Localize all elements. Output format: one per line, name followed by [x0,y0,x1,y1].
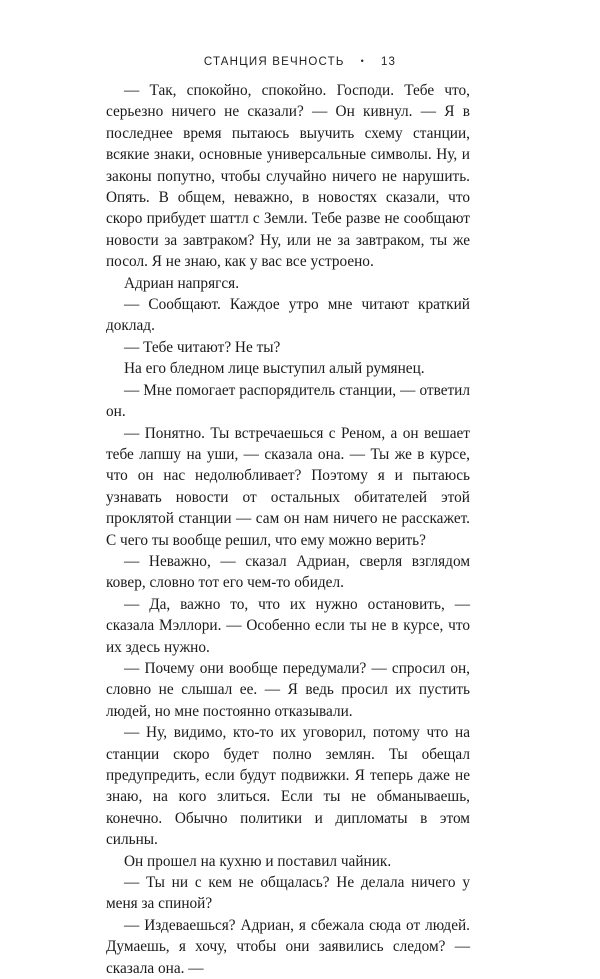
paragraph: — Да, важно то, что их нужно остановить, — сказала Мэллори. — Особенно если ты не в курсе, что их здесь нужно. [106,595,470,656]
paragraph: — Почему они вообще передумали? — спросил он, словно не слышал ее. — Я ведь просил их пустить людей, но мне постоянно отказывали. [106,659,470,720]
running-header [0,54,600,70]
page-number: 13 [380,56,397,68]
paragraph: — Мне помогает распорядитель станции, — ответил он. [106,381,470,421]
header-separator: • [360,56,365,66]
paragraph: — Тебе читают? Не ты? [124,338,281,356]
paragraph: — Понятно. Ты встречаешься с Реном, а он вешает тебе лапшу на уши, — сказала она. — Ты же в курсе, что он нас недолюбливает? Поэтому я и пытаюсь узнавать новости от остальных обитателей этой проклятой станции — сам он нам ничего не расскажет. С чего ты вообще решил, что ему можно верить? [106,424,470,549]
paragraph: — Неважно, — сказал Адриан, сверля взглядом ковер, словно тот его чем-то обидел. [106,552,470,592]
body-text [106,80,470,979]
paragraph: Он прошел на кухню и поставил чайник. [124,852,392,870]
paragraph: — Так, спокойно, спокойно. Господи. Тебе что, серьезно ничего не сказали? — Он кивнул. — Я в последнее время пытаюсь выучить схему станции, всякие знаки, основные универсальные символы. Ну, и законы попутно, чтобы случайно ничего не нарушить. Опять. В общем, неважно, в новостях сказали, что скоро прибудет шаттл с Земли. Тебе разве не сообщают новости за завтраком? Ну, или не за завтраком, ты же посол. Я не знаю, как у вас все устроено. [106,82,470,271]
paragraph: — Ты ни с кем не общалась? Не делала ничего у меня за спиной? [106,874,470,913]
paragraph: — Ну, видимо, кто-то их уговорил, потому что на станции скоро будет полно землян. Ты обещал предупредить, если будут подвижки. Я теперь даже не знаю, на кого злиться. Если ты не обманываешь, конечно. Обычно политики и дипломаты в этом сильны. [106,724,470,849]
paragraph: Адриан напрягся. [124,274,240,292]
paragraph: На его бледном лице выступил алый румянец. [124,360,425,378]
paragraph: — Издеваешься? Адриан, я сбежала сюда от людей. Думаешь, я хочу, чтобы они заявились следом? — сказала она. — [106,916,470,977]
paragraph: — Сообщают. Каждое утро мне читают краткий доклад. [106,296,470,335]
book-title: СТАНЦИЯ ВЕЧНОСТЬ [203,56,345,68]
